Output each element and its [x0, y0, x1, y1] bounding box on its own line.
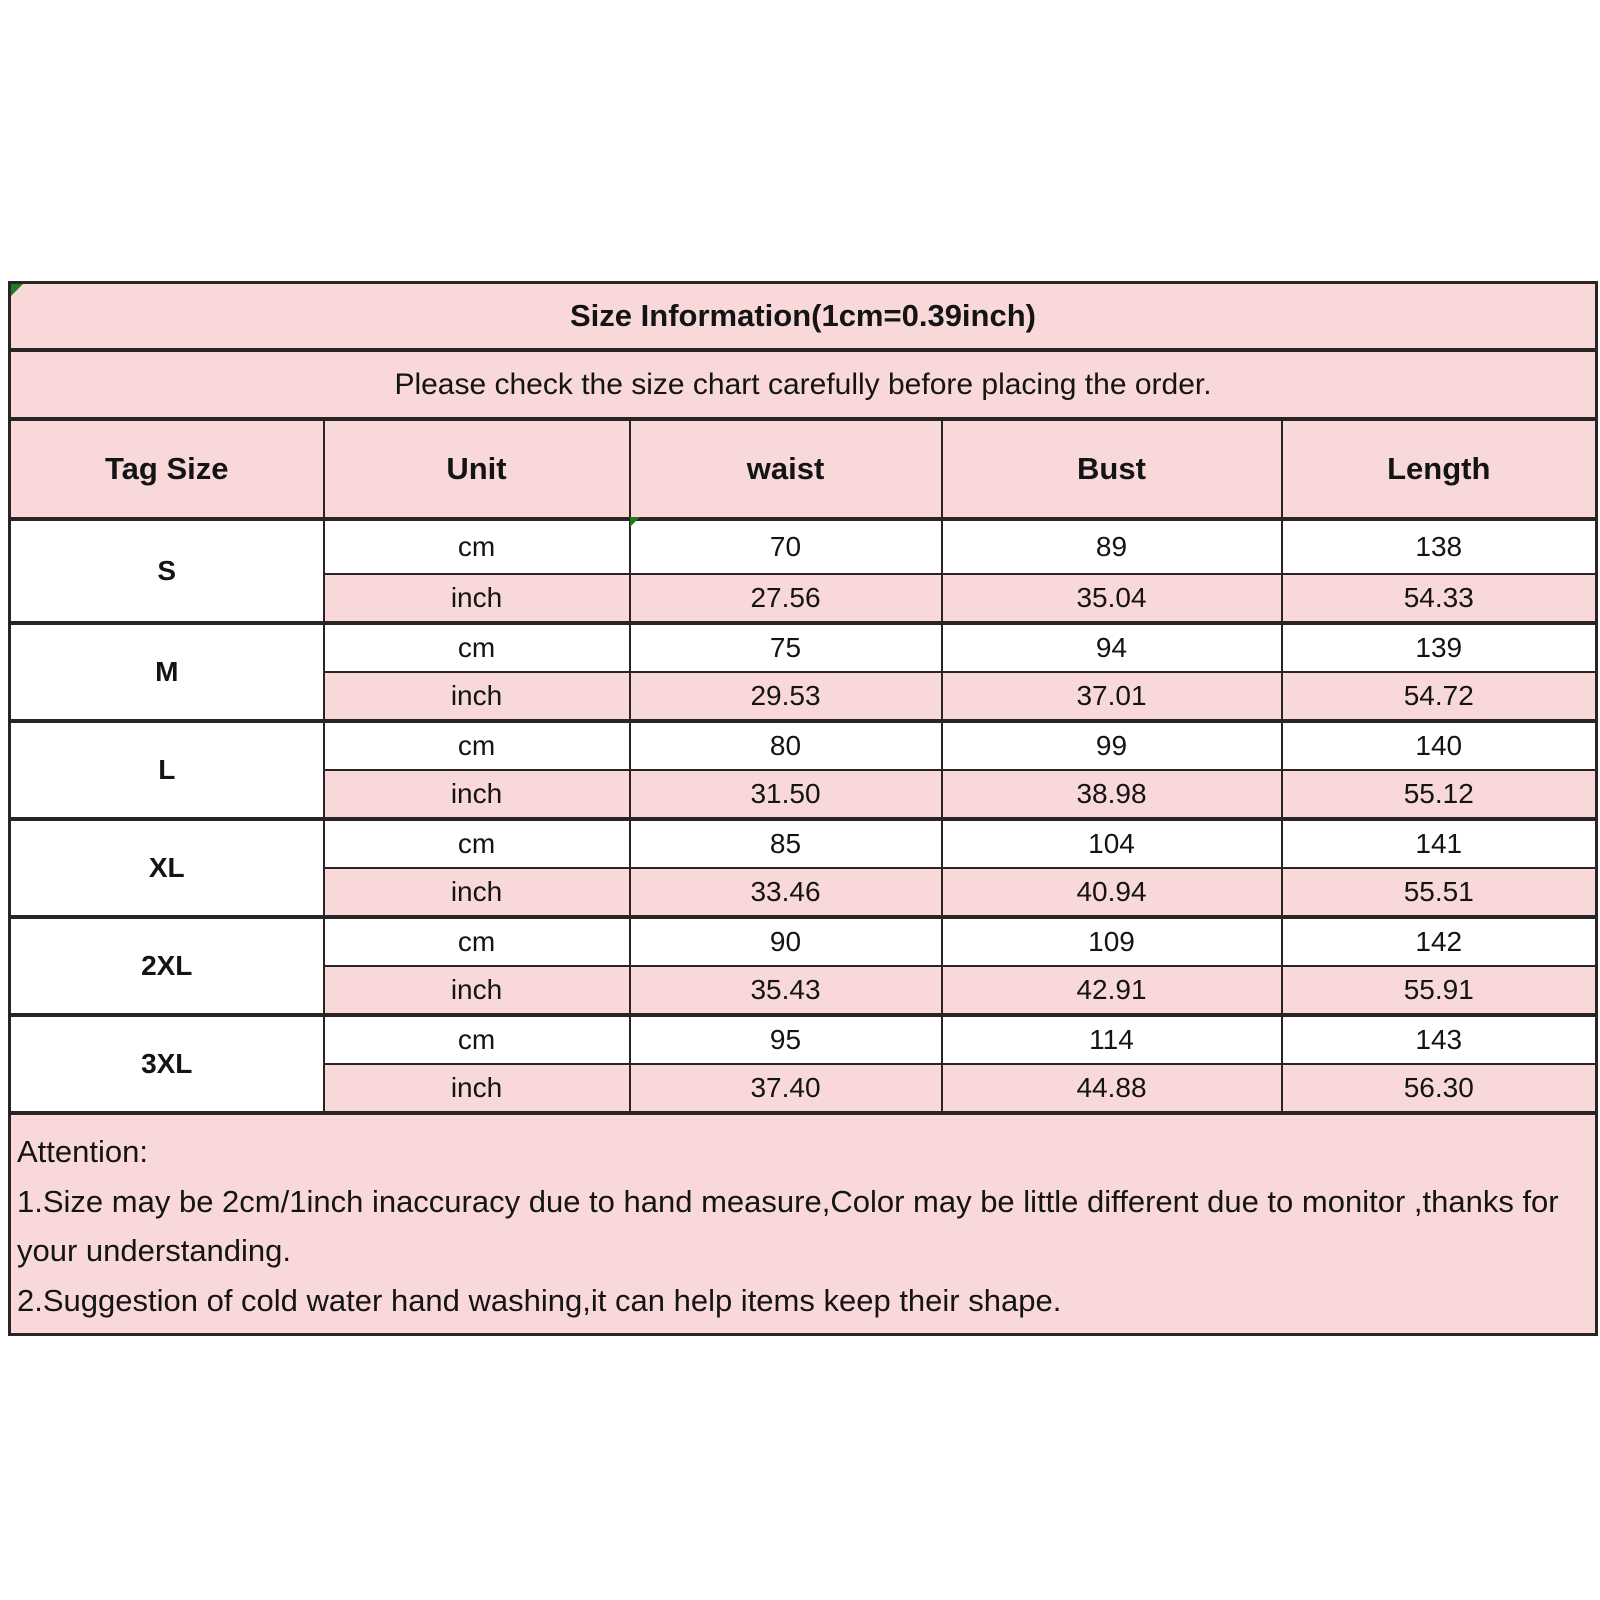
unit-label-inch: inch	[324, 770, 630, 819]
attention-note-1: 1.Size may be 2cm/1inch inaccuracy due to hand measure,Color may be little different due to monitor ,thanks for your understanding.	[17, 1183, 1559, 1269]
row-m-cm	[10, 623, 1597, 672]
size-label-3xl: 3XL	[10, 1015, 324, 1113]
value-cell: 56.30	[1282, 1064, 1597, 1113]
value-cell: 75	[630, 623, 942, 672]
value-cell: 33.46	[630, 868, 942, 917]
table-title: Size Information(1cm=0.39inch)	[10, 283, 1597, 351]
value-cell: 54.33	[1282, 574, 1597, 623]
value-cell: 55.12	[1282, 770, 1597, 819]
value-cell: 114	[942, 1015, 1282, 1064]
unit-label-cm: cm	[324, 1015, 630, 1064]
green-corner-marker-icon	[630, 517, 640, 527]
title-row	[10, 283, 1597, 351]
value-cell: 37.40	[630, 1064, 942, 1113]
value-cell: 94	[942, 623, 1282, 672]
attention-note-2: 2.Suggestion of cold water hand washing,it can help items keep their shape.	[17, 1282, 1062, 1318]
size-label-l: L	[10, 721, 324, 819]
value-cell: 54.72	[1282, 672, 1597, 721]
column-header-tag-size: Tag Size	[10, 419, 324, 519]
size-chart-sheet	[8, 281, 1595, 1336]
value-cell: 85	[630, 819, 942, 868]
value-cell: 44.88	[942, 1064, 1282, 1113]
size-label-s: S	[10, 519, 324, 623]
green-corner-marker-icon	[11, 284, 23, 296]
unit-label-cm: cm	[324, 721, 630, 770]
unit-label-cm: cm	[324, 623, 630, 672]
column-header-bust: Bust	[942, 419, 1282, 519]
value-cell: 143	[1282, 1015, 1597, 1064]
unit-label-cm: cm	[324, 917, 630, 966]
value-cell: 80	[630, 721, 942, 770]
value-cell: 104	[942, 819, 1282, 868]
value-cell: 55.91	[1282, 966, 1597, 1015]
unit-label-cm: cm	[324, 519, 630, 574]
column-header-unit: Unit	[324, 419, 630, 519]
column-header-waist: waist	[630, 419, 942, 519]
row-l-cm	[10, 721, 1597, 770]
value-cell: 70	[630, 519, 942, 574]
attention-section	[10, 1113, 1597, 1335]
value-cell: 90	[630, 917, 942, 966]
value-cell: 138	[1282, 519, 1597, 574]
value-cell: 42.91	[942, 966, 1282, 1015]
value-cell: 38.98	[942, 770, 1282, 819]
value-cell: 35.04	[942, 574, 1282, 623]
value-cell: 35.43	[630, 966, 942, 1015]
value-cell: 95	[630, 1015, 942, 1064]
value-cell: 109	[942, 917, 1282, 966]
unit-label-inch: inch	[324, 1064, 630, 1113]
value-cell: 27.56	[630, 574, 942, 623]
column-header-length: Length	[1282, 419, 1597, 519]
value-cell: 89	[942, 519, 1282, 574]
value-cell: 31.50	[630, 770, 942, 819]
row-xl-cm	[10, 819, 1597, 868]
size-information-table	[8, 281, 1598, 1336]
unit-label-inch: inch	[324, 574, 630, 623]
value-cell: 40.94	[942, 868, 1282, 917]
size-label-m: M	[10, 623, 324, 721]
unit-label-inch: inch	[324, 672, 630, 721]
value-cell: 99	[942, 721, 1282, 770]
value-cell: 55.51	[1282, 868, 1597, 917]
attention-heading: Attention:	[17, 1134, 148, 1169]
row-3xl-cm	[10, 1015, 1597, 1064]
size-label-2xl: 2XL	[10, 917, 324, 1015]
value-cell: 139	[1282, 623, 1597, 672]
size-label-xl: XL	[10, 819, 324, 917]
subtitle-row	[10, 350, 1597, 419]
value-cell: 142	[1282, 917, 1597, 966]
row-s-cm	[10, 519, 1597, 574]
value-cell: 37.01	[942, 672, 1282, 721]
unit-label-inch: inch	[324, 966, 630, 1015]
value-cell: 140	[1282, 721, 1597, 770]
value-cell: 29.53	[630, 672, 942, 721]
column-header-row	[10, 419, 1597, 519]
row-2xl-cm	[10, 917, 1597, 966]
unit-label-inch: inch	[324, 868, 630, 917]
table-subtitle: Please check the size chart carefully before placing the order.	[10, 350, 1597, 419]
unit-label-cm: cm	[324, 819, 630, 868]
value-cell: 141	[1282, 819, 1597, 868]
